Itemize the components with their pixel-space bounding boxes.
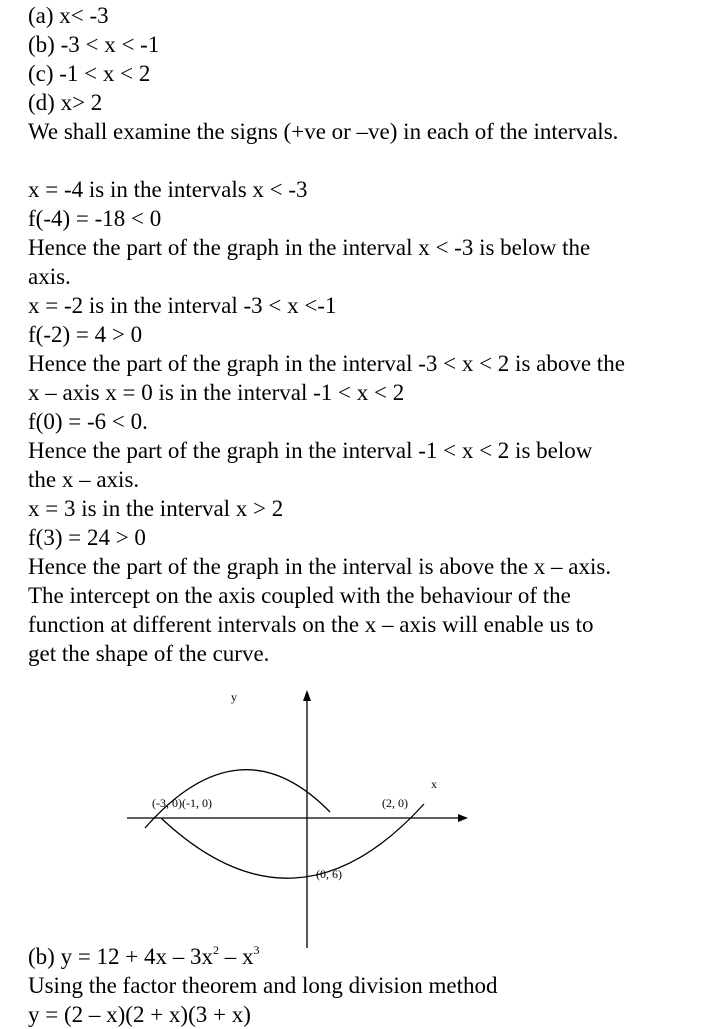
y-axis-label: y: [231, 690, 237, 704]
analysis-line: x = 3 is in the interval x > 2: [28, 496, 284, 521]
analysis-line: get the shape of the curve.: [28, 641, 270, 666]
curve-sketch: [0, 680, 723, 950]
intro-sentence: We shall examine the signs (+ve or –ve) in each of the intervals.: [28, 119, 619, 144]
interval-b: (b) -3 < x < -1: [28, 32, 160, 57]
interval-d: (d) x> 2: [28, 90, 103, 115]
interval-a: (a) x< -3: [28, 3, 109, 28]
part-b-equation: [28, 943, 260, 971]
point-label-y-intercept: (0, 6): [316, 867, 342, 881]
analysis-line: f(0) = -6 < 0.: [28, 409, 148, 434]
y-axis-arrow: [303, 690, 311, 701]
exponent-3: 3: [253, 943, 260, 957]
interval-c: (c) -1 < x < 2: [28, 61, 151, 86]
analysis-line: The intercept on the axis coupled with the behaviour of the: [28, 583, 571, 608]
analysis-line: x – axis x = 0 is in the interval -1 < x < 2: [28, 380, 405, 405]
analysis-line: x = -4 is in the intervals x < -3: [28, 177, 308, 202]
exponent-2: 2: [213, 943, 220, 957]
analysis-line: x = -2 is in the interval -3 < x <-1: [28, 293, 337, 318]
analysis-line: f(3) = 24 > 0: [28, 525, 146, 550]
analysis-line: axis.: [28, 264, 71, 289]
analysis-line: Hence the part of the graph in the interval is above the x – axis.: [28, 554, 612, 579]
factored-line: y = (2 – x)(2 + x)(3 + x): [28, 1002, 251, 1027]
analysis-line: f(-4) = -18 < 0: [28, 206, 162, 231]
analysis-line: Hence the part of the graph in the interval -1 < x < 2 is below: [28, 438, 593, 463]
analysis-line: Hence the part of the graph in the interval -3 < x < 2 is above the: [28, 351, 625, 376]
analysis-line: function at different intervals on the x – axis will enable us to: [28, 612, 594, 637]
equation-part: – x: [219, 944, 254, 969]
analysis-line: Hence the part of the graph in the interval x < -3 is below the: [28, 235, 591, 260]
lower-curve: [161, 804, 424, 878]
analysis-line: the x – axis.: [28, 467, 140, 492]
equation-part: (b) y = 12 + 4x – 3x: [28, 944, 214, 969]
x-axis-arrow: [458, 814, 468, 822]
analysis-line: f(-2) = 4 > 0: [28, 322, 143, 347]
point-label-right: (2, 0): [382, 796, 408, 810]
method-line: Using the factor theorem and long division method: [28, 973, 498, 998]
point-label-left: (-3, 0)(-1, 0): [152, 796, 212, 810]
x-axis-label: x: [431, 777, 437, 791]
